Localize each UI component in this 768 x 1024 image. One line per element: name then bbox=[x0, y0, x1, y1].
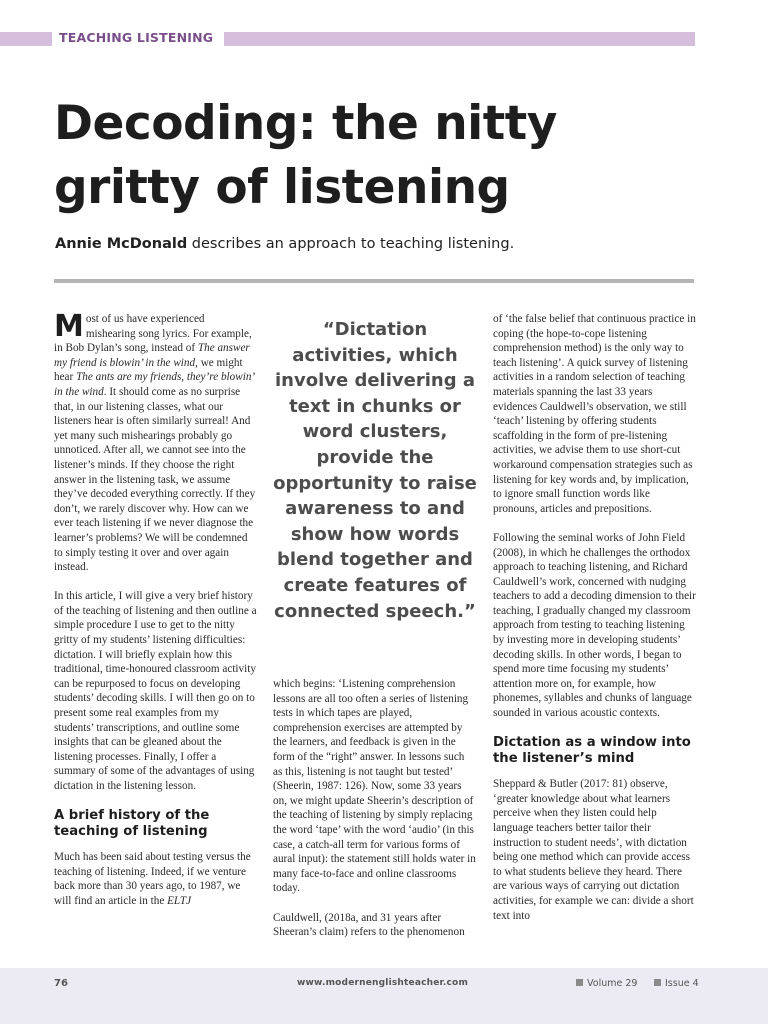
section-banner bbox=[0, 32, 695, 46]
column-1 bbox=[54, 309, 257, 923]
page-footer bbox=[0, 968, 768, 1024]
banner-bar-right bbox=[224, 32, 695, 46]
article-title: Decoding: the nitty gritty of listening bbox=[54, 96, 557, 215]
body-paragraph: Sheppard & Butler (2017: 81) observe, ‘greater knowledge about what learners perceive when they listen could help language teachers better tailor their instruction to student needs’, with dictation being one method which can provide access to what students believe they heard. There are various ways of carrying out dictation activities, for example we can: divide a short text into bbox=[493, 778, 694, 922]
column-3 bbox=[493, 312, 696, 938]
paragraph-text: ost of us have experienced mishearing song lyrics. For example, in Bob Dylan’s song, instead of bbox=[54, 313, 252, 355]
body-paragraph: In this article, I will give a very brief history of the teaching of listening and then outline a simple procedure I use to get to the nitty gritty of my students’ listening difficulties: dictation. I will briefly explain how this traditional, time-honoured classroom activity can be repurposed to focus on developing students’ decoding skills. I will then go on to present some real examples from my students’ transcriptions, and outline some insights that can be gleaned about the listening processes. Finally, I offer a summary of some of the advantages of using dictation in the listening lesson. bbox=[54, 590, 257, 792]
title-divider bbox=[54, 279, 694, 283]
issue-label bbox=[654, 978, 699, 989]
square-bullet-icon bbox=[654, 979, 661, 986]
body-paragraph bbox=[54, 850, 257, 908]
banner-bar-left bbox=[0, 32, 52, 46]
section-heading: A brief history of the teaching of listening bbox=[54, 808, 210, 840]
body-paragraph: of ‘the false belief that continuous practice in coping (the hope-to-cope listening comprehension method) is the only way to teach listening’. A quick survey of listening activities in a random selection of teaching materials spanning the last 33 years evidences Cauldwell’s observation, we still ‘teach’ listening by offering students scaffolding in the form of pre-listening activities, we advise them to use short-cut workaround compensation strategies such as listening for key words and, by implication, to ignore small function words like pronouns, articles and prepositions. bbox=[493, 313, 696, 515]
body-paragraph: which begins: ‘Listening comprehension lessons are all too often a series of listening tests in which tapes are played, comprehension exercises are attempted by the learners, and feedback is given in the form of the “right” answer. In lessons such as this, listening is not taught but tested’ (Sheerin, 1987: 126). Now, some 33 years on, we might update Sheerin’s description of the teaching of listening by simply replacing the word ‘tape’ with the word ‘audio’ (in this case, a catch-all term for various forms of aural input): the statement still holds water in many face-to-face and online classrooms today. bbox=[273, 678, 476, 895]
body-paragraph: Cauldwell, (2018a, and 31 years after Sheeran’s claim) refers to the phenomenon bbox=[273, 911, 465, 939]
paragraph-text: . It should come as no surprise that, in our listening classes, what our listeners hear is often similarly surreal! And yet many such mishearings probably go unnoticed. After all, we cannot see into the listener’s minds. If they choose the right answer in the listening task, we assume they’ve decoded everything correctly. If they don’t, we rarely discover why. How can we ever teach listening if we never diagnose the learner’s problems? We will be condemned to simply testing it over and over again instead. bbox=[54, 385, 256, 574]
pull-quote: “Dictation activities, which involve delivering a text in chunks or word clusters, provide the opportunity to raise awareness to and show how words blend together and create features of connected speech.” bbox=[273, 319, 477, 622]
column-2 bbox=[273, 677, 476, 954]
body-paragraph: Following the seminal works of John Field (2008), in which he challenges the orthodox approach to teaching listening, and Richard Cauldwell’s work, concerned with nudging teachers to add a decoding dimension to their teaching, I gradually changed my classroom approach from testing to teaching listening by investing more in developing students’ decoding skills. In other words, I began to spend more time focusing my students’ attention more on, for example, how phonemes, syllables and chunks of language sounded in various acoustic contexts. bbox=[493, 531, 696, 720]
standfirst bbox=[55, 236, 514, 252]
section-label: TEACHING LISTENING bbox=[59, 30, 214, 45]
square-bullet-icon bbox=[576, 979, 583, 986]
song-lyric: The answer my friend is blowin’ in the wind bbox=[54, 342, 250, 369]
drop-cap: M bbox=[54, 309, 84, 344]
section-heading: Dictation as a window into the listener’s mind bbox=[493, 735, 691, 767]
volume-label bbox=[576, 978, 637, 989]
body-paragraph bbox=[54, 309, 257, 575]
standfirst-text: describes an approach to teaching listening. bbox=[187, 236, 515, 252]
misheard-lyric: The ants are my friends, they’re blowin’ in the wind bbox=[54, 371, 254, 398]
volume-text: Volume 29 bbox=[587, 978, 638, 989]
page-number: 76 bbox=[54, 978, 68, 989]
author-name: Annie McDonald bbox=[55, 236, 188, 252]
journal-name: ELTJ bbox=[167, 894, 192, 907]
paragraph-text: , we might hear bbox=[54, 356, 243, 384]
paragraph-text: Much has been said about testing versus the teaching of listening. Indeed, if we venture back more than 30 years ago, to 1987, we will find an article in the bbox=[54, 851, 251, 907]
issue-text: Issue 4 bbox=[665, 978, 699, 989]
website-url: www.modernenglishteacher.com bbox=[297, 978, 469, 988]
